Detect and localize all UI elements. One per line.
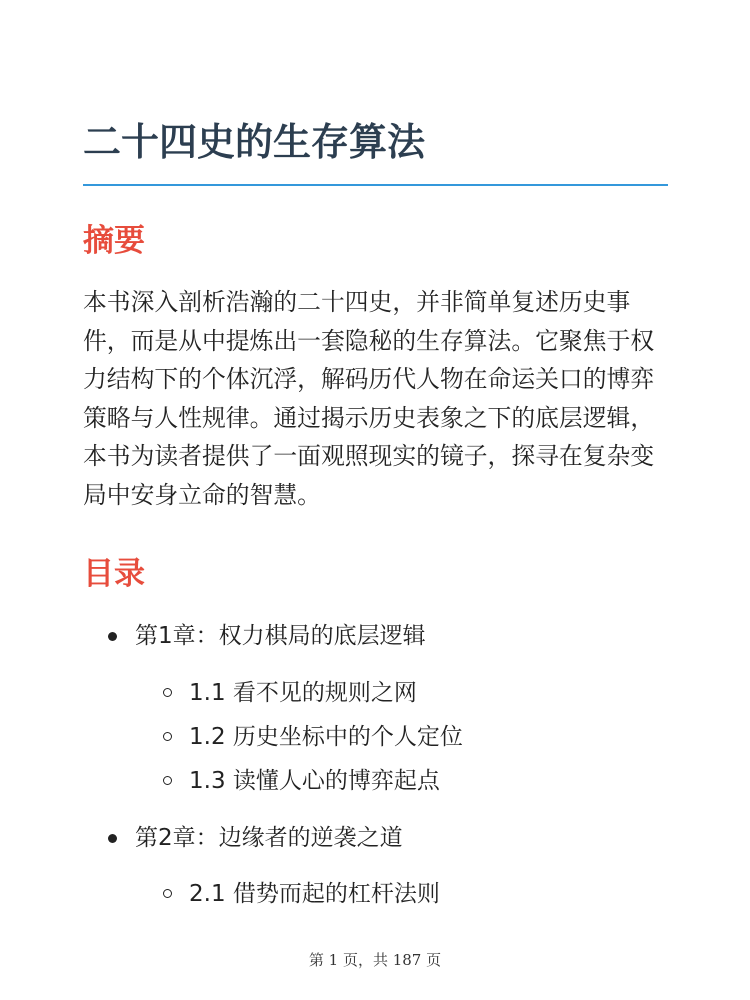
toc-section-label: 1.3 读懂人心的博弈起点 (189, 768, 440, 794)
toc-section-label: 2.1 借势而起的杠杆法则 (189, 881, 440, 907)
bullet-circle-icon (163, 732, 172, 741)
page-number-footer: 第 1 页，共 187 页 (308, 951, 442, 969)
toc-section-2-1[interactable] (163, 878, 440, 910)
toc-section-1-2[interactable] (163, 721, 463, 753)
toc-section-label: 1.2 历史坐标中的个人定位 (189, 724, 463, 750)
bullet-disc-icon (108, 834, 117, 843)
abstract-heading: 摘要 (83, 223, 145, 259)
toc-heading: 目录 (83, 556, 145, 592)
bullet-disc-icon (108, 632, 117, 641)
document-title: 二十四史的生存算法 (83, 120, 426, 164)
toc-chapter-label: 第1章：权力棋局的底层逻辑 (135, 623, 426, 649)
title-divider (83, 184, 668, 186)
toc-chapter-2[interactable] (108, 822, 403, 854)
toc-section-1-3[interactable] (163, 765, 440, 797)
toc-section-label: 1.1 看不见的规则之网 (189, 680, 417, 706)
bullet-circle-icon (163, 776, 172, 785)
toc-chapter-label: 第2章：边缘者的逆袭之道 (135, 825, 403, 851)
abstract-paragraph: 本书深入剖析浩瀚的二十四史，并非简单复述历史事件，而是从中提炼出一套隐秘的生存算法。它聚焦于权力结构下的个体沉浮，解码历代人物在命运关口的博弈策略与人性规律。通过揭示历史表象之下的底层逻辑，本书为读者提供了一面观照现实的镜子，探寻在复杂变局中安身立命的智慧。 (83, 288, 655, 509)
bullet-circle-icon (163, 688, 172, 697)
toc-chapter-1[interactable] (108, 620, 426, 652)
bullet-circle-icon (163, 889, 172, 898)
toc-section-1-1[interactable] (163, 677, 417, 709)
